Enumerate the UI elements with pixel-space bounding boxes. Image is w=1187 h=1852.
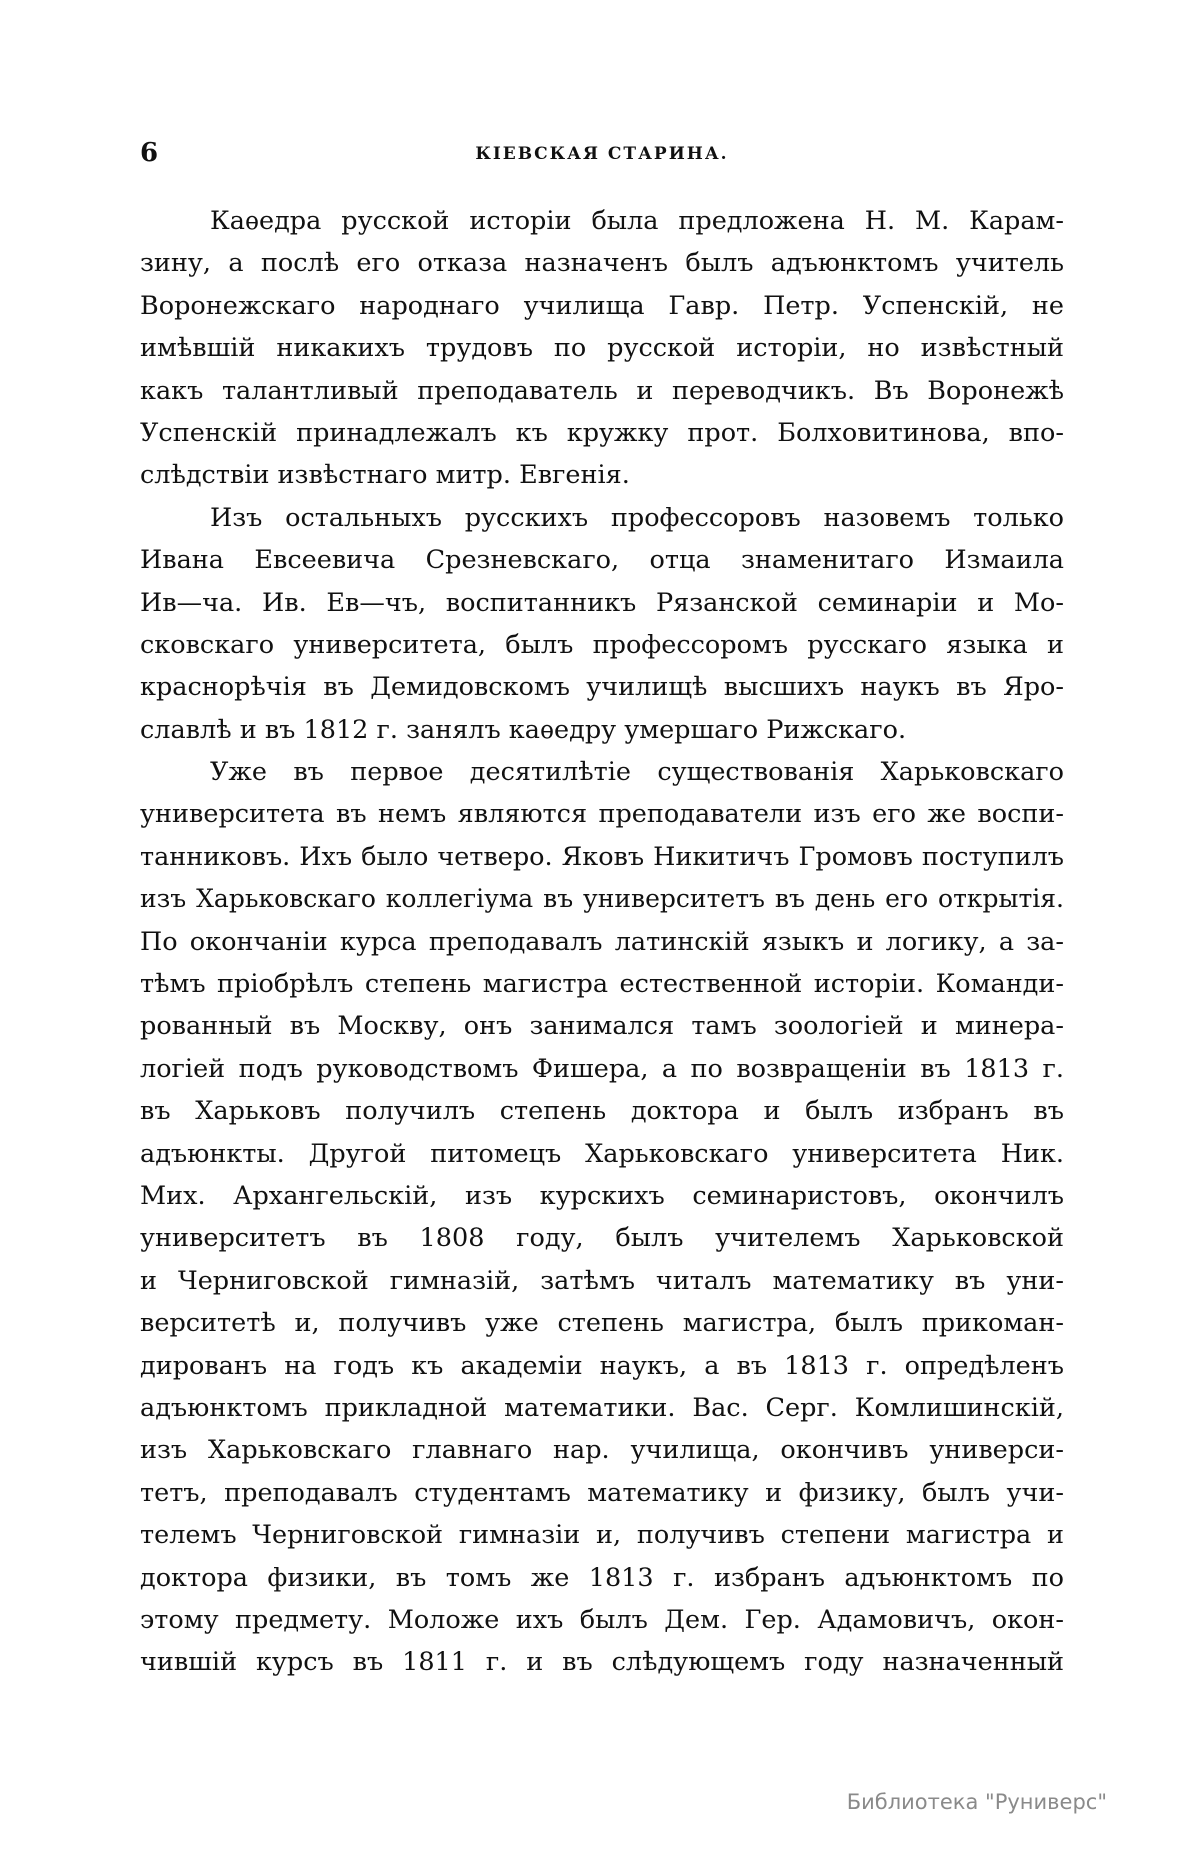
text-line: верситетѣ и, получивъ уже степень магистра, былъ прикоман- [140, 1308, 1064, 1339]
text-line: рованный въ Москву, онъ занимался тамъ зоологіей и минера- [140, 1011, 1064, 1042]
text-line: дированъ на годъ къ академіи наукъ, а въ 1813 г. опредѣленъ [140, 1350, 1064, 1381]
body-text [140, 200, 1064, 1684]
paragraph [140, 751, 1064, 1684]
text-line: этому предмету. Моложе ихъ былъ Дем. Гер. Адамовичъ, окон- [140, 1604, 1064, 1635]
text-line: доктора физики, въ томъ же 1813 г. избранъ адъюнктомъ по [140, 1562, 1064, 1593]
text-line: какъ талантливый преподаватель и переводчикъ. Въ Воронежѣ [140, 375, 1064, 406]
text-line: славлѣ и въ 1812 г. занялъ каѳедру умершаго Рижскаго. [140, 714, 907, 745]
text-line: По окончаніи курса преподавалъ латинскій языкъ и логику, а за- [140, 926, 1064, 957]
text-line: краснорѣчія въ Демидовскомъ училищѣ высшихъ наукъ въ Яро- [140, 672, 1064, 703]
text-line: Мих. Архангельскій, изъ курскихъ семинаристовъ, окончилъ [140, 1180, 1064, 1211]
running-head: КІЕВСКАЯ СТАРИНА. [475, 144, 729, 164]
library-watermark: Библиотека "Руниверс" [846, 1790, 1107, 1814]
text-line: Изъ остальныхъ русскихъ профессоровъ назовемъ только [210, 502, 1064, 533]
text-line: тетъ, преподавалъ студентамъ математику и физику, былъ учи- [140, 1477, 1064, 1508]
text-line: Ив—ча. Ив. Ев—чъ, воспитанникъ Рязанской семинаріи и Мо- [140, 587, 1064, 618]
text-line: логіей подъ руководствомъ Фишера, а по возвращеніи въ 1813 г. [140, 1053, 1064, 1084]
text-line: и Черниговской гимназій, затѣмъ читалъ математику въ уни- [140, 1265, 1064, 1296]
paragraph [140, 497, 1064, 751]
text-line: чившій курсъ въ 1811 г. и въ слѣдующемъ году назначенный [140, 1647, 1064, 1678]
text-line: телемъ Черниговской гимназіи и, получивъ степени магистра и [140, 1520, 1064, 1551]
paragraph [140, 200, 1064, 497]
text-line: адъюнктомъ прикладной математики. Вас. Серг. Комлишинскій, [140, 1392, 1064, 1423]
text-line: зину, а послѣ его отказа назначенъ былъ адъюнктомъ учитель [140, 248, 1064, 279]
text-line: въ Харьковъ получилъ степень доктора и былъ избранъ въ [140, 1096, 1064, 1127]
text-line: изъ Харьковскаго коллегіума въ университетъ въ день его открытія. [140, 884, 1064, 914]
page-number: 6 [140, 138, 159, 168]
text-line: сковскаго университета, былъ профессоромъ русскаго языка и [140, 629, 1064, 660]
text-line: Уже въ первое десятилѣтіе существованія Харьковскаго [210, 757, 1064, 788]
text-line: слѣдствіи извѣстнаго митр. Евгенія. [140, 460, 630, 491]
page-header [140, 136, 1064, 172]
text-line: университета въ немъ являются преподаватели изъ его же воспи- [140, 799, 1064, 830]
text-line: адъюнкты. Другой питомецъ Харьковскаго университета Ник. [140, 1138, 1064, 1169]
text-line: Воронежскаго народнаго училища Гавр. Петр. Успенскій, не [140, 290, 1064, 321]
text-line: имѣвшій никакихъ трудовъ по русской исторіи, но извѣстный [140, 333, 1064, 364]
text-line: Ивана Евсеевича Срезневскаго, отца знаменитаго Измаила [140, 545, 1064, 576]
text-line: танниковъ. Ихъ было четверо. Яковъ Никитичъ Громовъ поступилъ [140, 841, 1064, 872]
text-line: тѣмъ пріобрѣлъ степень магистра естественной исторіи. Команди- [140, 969, 1064, 1000]
text-line: Каѳедра русской исторіи была предложена Н. М. Карам- [210, 206, 1064, 236]
text-line: изъ Харьковскаго главнаго нар. училища, окончивъ универси- [140, 1435, 1064, 1466]
text-line: Успенскій принадлежалъ къ кружку прот. Болховитинова, впо- [140, 417, 1064, 448]
text-line: университетъ въ 1808 году, былъ учителемъ Харьковской [140, 1223, 1064, 1254]
